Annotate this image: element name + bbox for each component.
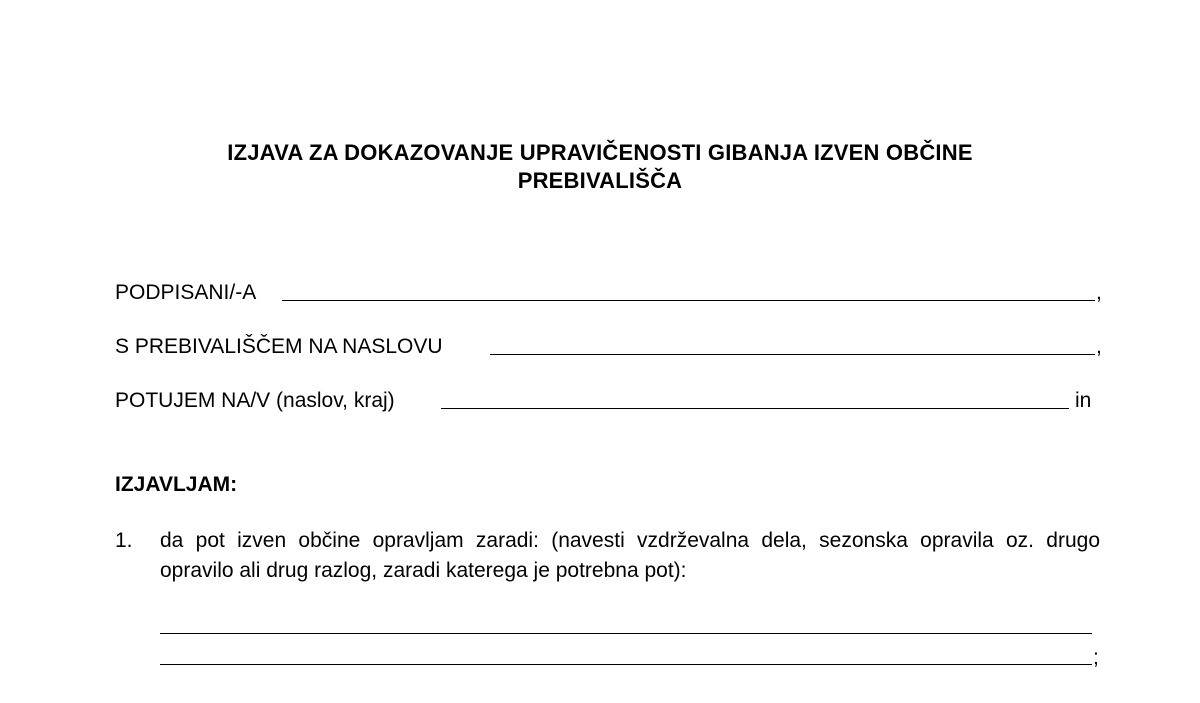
list-item-text: da pot izven občine opravljam zaradi: (navesti vzdrževalna dela, sezonska opravila oz. drugo opravilo ali drug razlog, zaradi katerega je potrebna pot): (160, 529, 1100, 582)
potujem-field[interactable] (441, 408, 1069, 409)
list-item-number: 1. (115, 529, 133, 552)
podpisani-field[interactable] (282, 300, 1095, 301)
podpisani-comma: , (1096, 281, 1102, 304)
declaration-heading: IZJAVLJAM: (115, 473, 238, 496)
prebivalisce-field[interactable] (490, 354, 1095, 355)
potujem-row (115, 386, 1105, 416)
document-title-line-1: IZJAVA ZA DOKAZOVANJE UPRAVIČENOSTI GIBANJA IZVEN OBČINE (227, 140, 973, 165)
prebivalisce-label: S PREBIVALIŠČEM NA NASLOVU (115, 335, 443, 358)
reason-line-2[interactable] (160, 664, 1092, 665)
prebivalisce-comma: , (1096, 335, 1102, 358)
reason-line-1[interactable] (160, 633, 1092, 634)
document-title-line-2: PREBIVALIŠČA (517, 168, 683, 193)
podpisani-label: PODPISANI/-A (115, 281, 257, 304)
prebivalisce-row (115, 332, 1105, 362)
reason-semicolon: ; (1093, 646, 1099, 669)
potujem-label: POTUJEM NA/V (naslov, kraj) (115, 389, 395, 412)
potujem-in: in (1075, 389, 1092, 412)
podpisani-row (115, 278, 1105, 308)
